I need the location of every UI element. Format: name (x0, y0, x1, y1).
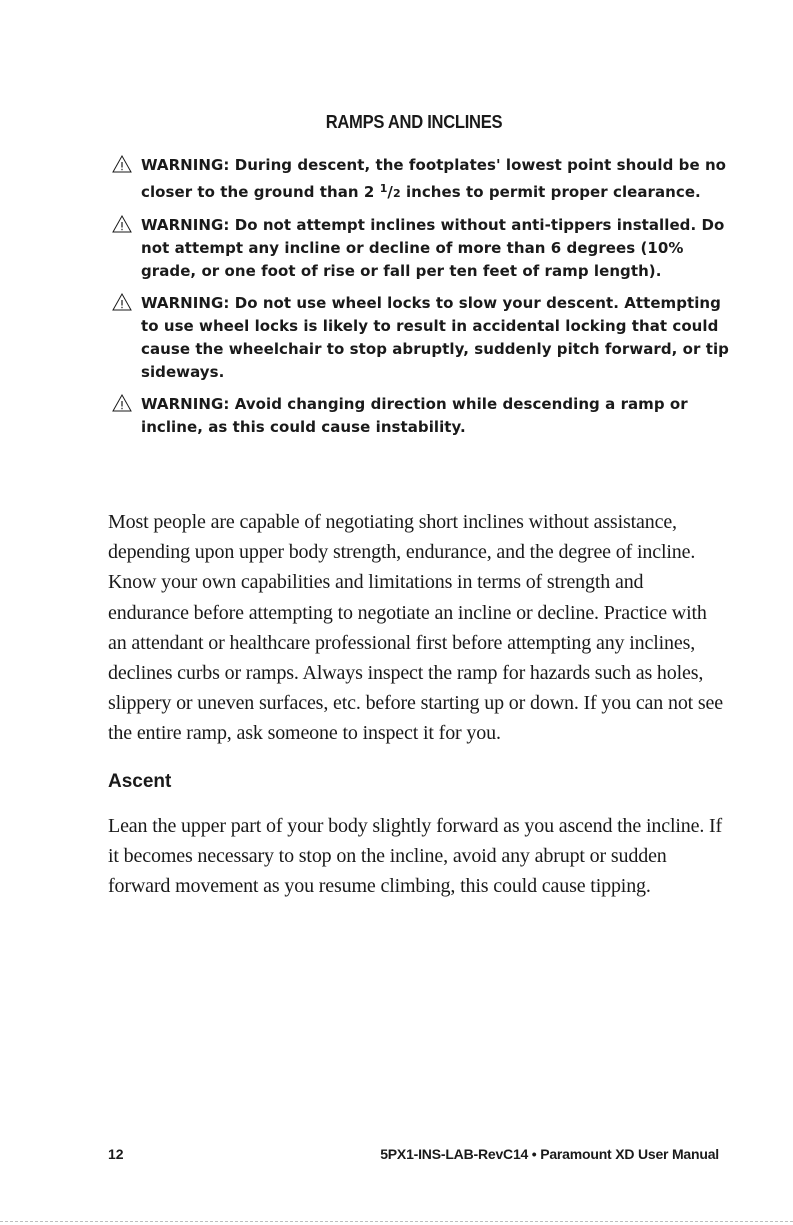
warning-text: WARNING: Do not attempt inclines without anti-tippers installed. Do not attempt any incline or decline of more than 6 degrees (10% grade, or one foot of rise or fall per ten feet of ramp length). (141, 216, 725, 280)
fraction: $^1$/2 (379, 182, 401, 201)
warning-triangle-icon (112, 155, 132, 173)
body-paragraph: Lean the upper part of your body slightly forward as you ascend the incline. If it becomes necessary to stop on the incline, avoid any abrupt or sudden forward movement as you resume climbing, this could cause tipping. (108, 815, 723, 898)
warning-item (112, 393, 732, 439)
body-paragraph: Most people are capable of negotiating short inclines without assistance, depending upon upper body strength, endurance, and the degree of incline. Know your own capabilities and limitations in terms of strength and endurance before attempting to negotiate an incline or decline. Practice with an attendant or healthcare professional first before attempting any inclines, declines curbs or ramps. Always inspect the ramp for hazards such as holes, slippery or uneven surfaces, etc. before starting up or down. If you can not see the entire ramp, ask someone to inspect it for you. (108, 511, 724, 745)
crop-line (0, 1221, 793, 1222)
footer-manual-title: 5PX1-INS-LAB-RevC14 • Paramount XD User Manual (380, 1146, 719, 1162)
warning-item (112, 214, 732, 283)
warning-text: WARNING: During descent, the footplates' lowest point should be no closer to the ground than 2 $^1$/2 inches to permit proper clearance. (141, 156, 727, 201)
page-number: 12 (108, 1146, 124, 1162)
warning-triangle-icon (112, 215, 132, 233)
warning-list (112, 154, 732, 448)
warning-text: WARNING: Do not use wheel locks to slow your descent. Attempting to use wheel locks is likely to result in accidental locking that could cause the wheelchair to stop abruptly, suddenly pitch forward, or tip sideways. (141, 294, 729, 381)
section-title: RAMPS AND INCLINES (325, 112, 503, 132)
warning-triangle-icon (112, 394, 132, 412)
warning-item (112, 154, 732, 205)
warning-item (112, 292, 732, 384)
warning-triangle-icon (112, 293, 132, 311)
subsection-heading: Ascent (108, 771, 172, 792)
warning-text: WARNING: Avoid changing direction while descending a ramp or incline, as this could cause instability. (141, 395, 688, 436)
